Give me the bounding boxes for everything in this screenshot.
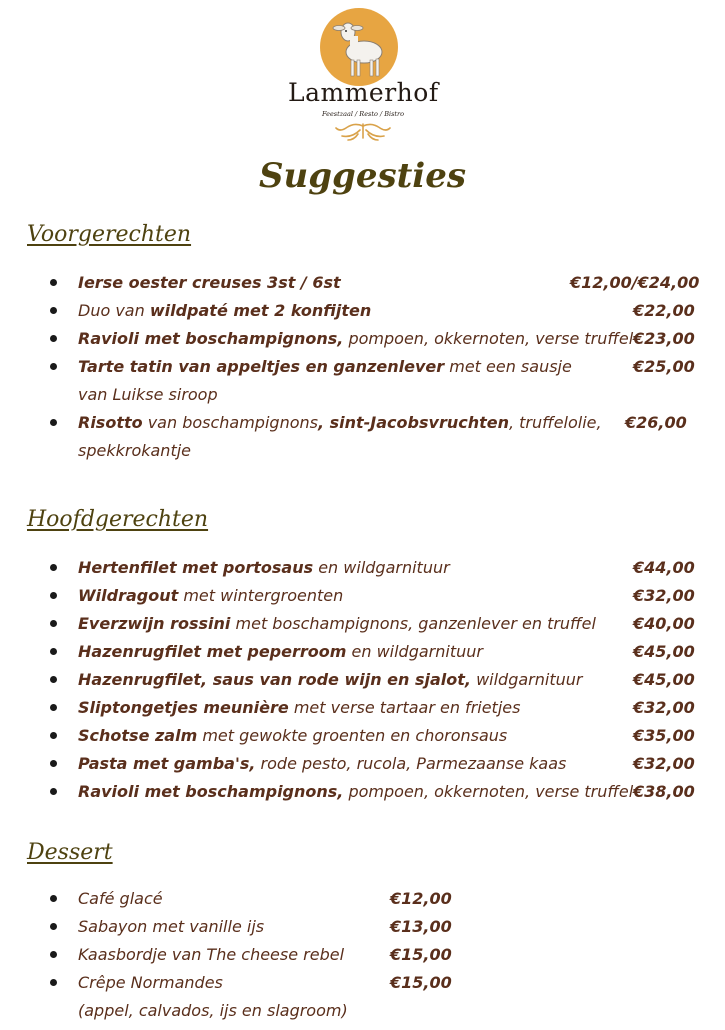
- logo-name: Lammerhof: [288, 78, 439, 107]
- item-price: €40,00: [633, 614, 695, 633]
- item-name: Tarte tatin van appeltjes en ganzenlever: [78, 357, 445, 376]
- item-name: Pasta met gamba's,: [78, 754, 256, 773]
- bullet-dot: [50, 732, 57, 739]
- item-price: €15,00: [390, 945, 452, 964]
- item-price: €12,00/€24,00: [570, 273, 700, 292]
- bullet-dot: [50, 620, 57, 627]
- section-heading-hoofdgerechten: Hoofdgerechten: [27, 507, 209, 532]
- item-name: Sabayon met vanille ijs: [78, 917, 265, 936]
- item-description: met een sausje: [444, 357, 572, 376]
- bullet-dot: [50, 307, 57, 314]
- item-price: €44,00: [633, 558, 695, 577]
- item-name-extra: , sint-Jacobsvruchten: [317, 413, 509, 432]
- item-price: €45,00: [633, 642, 695, 661]
- item-description: van boschampignons: [142, 413, 318, 432]
- item-name: Ravioli met boschampignons,: [78, 782, 344, 801]
- bullet-dot: [50, 592, 57, 599]
- item-name: Everzwijn rossini: [78, 614, 231, 633]
- page-title: Suggesties: [259, 156, 466, 196]
- item-description-continued: spekkrokantje: [78, 441, 192, 460]
- bullet-dot: [50, 923, 57, 930]
- item-name: Ierse oester creuses 3st / 6st: [78, 273, 341, 292]
- item-name: Hazenrugfilet, saus van rode wijn en sjalot,: [78, 670, 471, 689]
- logo-circle: [320, 8, 398, 86]
- item-description: en wildgarnituur: [313, 558, 450, 577]
- item-description: pompoen, okkernoten, verse truffel: [343, 329, 634, 348]
- item-name: Kaasbordje van The cheese rebel: [78, 945, 345, 964]
- bullet-dot: [50, 951, 57, 958]
- item-price: €12,00: [390, 889, 452, 908]
- item-price: €32,00: [633, 586, 695, 605]
- bullet-dot: [50, 788, 57, 795]
- lamb-logo-icon: [320, 8, 398, 86]
- item-description-extra: , truffelolie,: [508, 413, 602, 432]
- item-price: €25,00: [633, 357, 695, 376]
- item-description: rode pesto, rucola, Parmezaanse kaas: [255, 754, 567, 773]
- restaurant-logo: [288, 8, 438, 138]
- item-description: met gewokte groenten en choronsaus: [197, 726, 508, 745]
- item-description: wildgarnituur: [470, 670, 583, 689]
- item-description-continued: van Luikse siroop: [78, 385, 218, 404]
- bullet-dot: [50, 895, 57, 902]
- item-description: pompoen, okkernoten, verse truffel: [343, 782, 634, 801]
- item-description: met verse tartaar en frietjes: [288, 698, 521, 717]
- bullet-dot: [50, 676, 57, 683]
- item-description: en wildgarnituur: [346, 642, 483, 661]
- item-name: Crêpe Normandes: [78, 973, 223, 992]
- bullet-dot: [50, 704, 57, 711]
- item-name: Hazenrugfilet met peperroom: [78, 642, 347, 661]
- bullet-dot: [50, 760, 57, 767]
- section-heading-voorgerechten: Voorgerechten: [27, 222, 192, 247]
- bullet-dot: [50, 279, 57, 286]
- item-name: Schotse zalm: [78, 726, 198, 745]
- bullet-dot: [50, 419, 57, 426]
- bullet-dot: [50, 979, 57, 986]
- bullet-dot: [50, 335, 57, 342]
- item-name: Risotto: [78, 413, 143, 432]
- item-price: €32,00: [633, 754, 695, 773]
- item-description: Duo van: [78, 301, 150, 320]
- item-description: met boschampignons, ganzenlever en truffel: [230, 614, 596, 633]
- item-price: €38,00: [633, 782, 695, 801]
- item-name: Ravioli met boschampignons,: [78, 329, 344, 348]
- item-price: €15,00: [390, 973, 452, 992]
- item-description: met wintergroenten: [178, 586, 344, 605]
- section-heading-dessert: Dessert: [27, 840, 113, 865]
- item-price: €13,00: [390, 917, 452, 936]
- item-price: €23,00: [633, 329, 695, 348]
- item-price: €22,00: [633, 301, 695, 320]
- item-name: Hertenfilet met portosaus: [78, 558, 314, 577]
- bullet-dot: [50, 363, 57, 370]
- item-price: €35,00: [633, 726, 695, 745]
- item-name: Wildragout: [78, 586, 179, 605]
- item-name: wildpaté met 2 konfijten: [149, 301, 372, 320]
- item-name: Café glacé: [78, 889, 163, 908]
- flourish-ornament-icon: [332, 120, 394, 142]
- logo-tagline: Feestzaal / Resto / Bistro: [321, 110, 405, 118]
- bullet-dot: [50, 648, 57, 655]
- item-price: €45,00: [633, 670, 695, 689]
- item-price: €26,00: [625, 413, 687, 432]
- item-description-continued: (appel, calvados, ijs en slagroom): [78, 1001, 348, 1020]
- bullet-dot: [50, 564, 57, 571]
- item-name: Sliptongetjes meunière: [78, 698, 289, 717]
- item-price: €32,00: [633, 698, 695, 717]
